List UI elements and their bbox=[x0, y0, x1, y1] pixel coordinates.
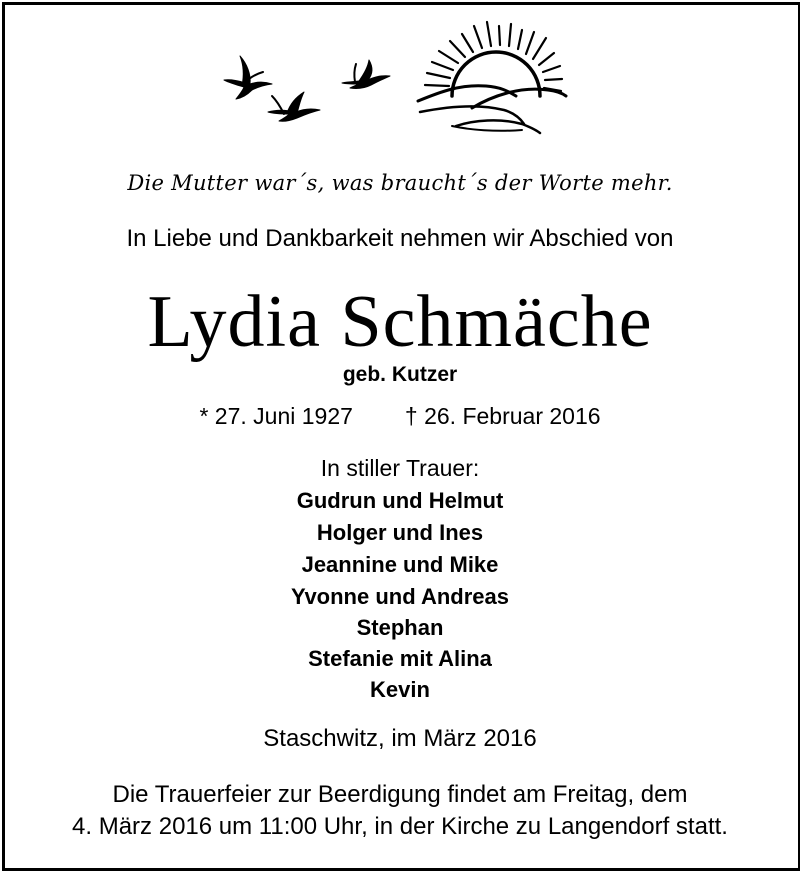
funeral-notice-line: Die Trauerfeier zur Beerdigung findet am Freitag, dem bbox=[112, 781, 688, 808]
header-artwork bbox=[0, 0, 800, 160]
mourner-name: Stefanie mit Alina bbox=[308, 646, 492, 671]
intro-text: In Liebe und Dankbarkeit nehmen wir Abschied von bbox=[126, 225, 674, 252]
mourner-name: Jeannine und Mike bbox=[301, 552, 499, 577]
mourning-label: In stiller Trauer: bbox=[320, 455, 480, 481]
mourner-name: Holger und Ines bbox=[316, 520, 484, 545]
mourner-name: Yvonne und Andreas bbox=[290, 584, 509, 609]
funeral-notice-line: 4. März 2016 um 11:00 Uhr, in der Kirche zu Langendorf statt. bbox=[72, 813, 728, 840]
flying-birds-icon bbox=[224, 56, 390, 121]
life-dates bbox=[0, 403, 800, 430]
place-and-date: Staschwitz, im März 2016 bbox=[263, 725, 537, 752]
mourner-name: Gudrun und Helmut bbox=[296, 488, 504, 513]
deceased-name: Lydia Schmäche bbox=[147, 281, 653, 363]
death-date: † 26. Februar 2016 bbox=[404, 403, 601, 429]
maiden-name: geb. Kutzer bbox=[342, 363, 458, 386]
birth-date: * 27. Juni 1927 bbox=[199, 403, 353, 429]
sunset-over-hills-icon bbox=[418, 22, 566, 133]
mourner-name: Kevin bbox=[370, 677, 430, 702]
motto: Die Mutter war´s, was braucht´s der Worte mehr. bbox=[127, 171, 673, 195]
mourner-name: Stephan bbox=[356, 615, 444, 640]
